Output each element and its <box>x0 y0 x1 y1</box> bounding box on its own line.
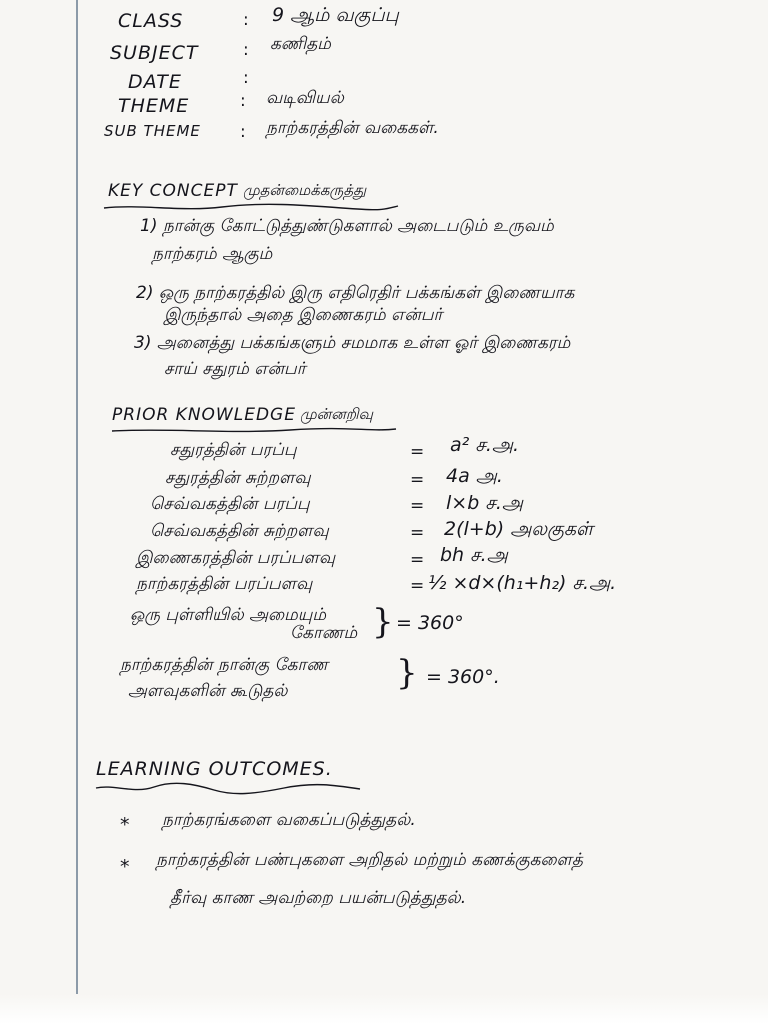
key-concept-underline <box>102 202 402 216</box>
subtheme-label: SUB THEME <box>104 122 201 140</box>
margin-line <box>76 0 78 1000</box>
subject-sep: : <box>243 40 249 60</box>
quad-angle-value: = 360°. <box>426 666 500 688</box>
date-label: DATE <box>128 71 182 93</box>
theme-sep: : <box>240 91 246 111</box>
formula-lhs: செவ்வகத்தின் பரப்பு <box>150 494 310 514</box>
learning-outcomes-heading: LEARNING OUTCOMES. <box>96 758 333 780</box>
date-sep: : <box>243 68 249 88</box>
formula-eq: = <box>410 470 425 490</box>
learning-outcome-text-line2: தீர்வு காண அவற்றை பயன்படுத்துதல். <box>170 888 467 908</box>
angle-point-value: = 360° <box>396 612 464 634</box>
subtheme-sep: : <box>240 122 246 142</box>
formula-rhs: a² ச.அ. <box>450 434 520 456</box>
key-concept-item-3-line2: சாய் சதுரம் என்பர் <box>164 359 306 379</box>
key-concept-item-2-line1: 2) ஒரு நாற்கரத்தில் இரு எதிரெதிர் பக்கங்கள் இணையாக <box>136 283 575 303</box>
formula-lhs: இணைகரத்தின் பரப்பளவு <box>136 548 336 568</box>
formula-rhs: 2(l+b) அலகுகள் <box>444 518 594 540</box>
quad-angle-brace: } <box>396 653 418 693</box>
class-label: CLASS <box>118 10 184 32</box>
formula-eq: = <box>410 550 425 570</box>
formula-eq: = <box>410 442 425 462</box>
angle-point-line1: ஒரு புள்ளியில் அமையும் <box>130 605 327 625</box>
quad-angle-line1: நாற்கரத்தின் நான்கு கோண <box>120 655 329 675</box>
key-concept-heading-tamil: முதன்மைக்கருத்து <box>243 181 367 199</box>
learning-outcome-text: நாற்கரங்களை வகைப்படுத்துதல். <box>162 810 416 830</box>
formula-rhs: ½ ×d×(h₁+h₂) ச.அ. <box>428 572 617 594</box>
learning-outcomes-underline <box>94 782 364 798</box>
learning-outcome-text: நாற்கரத்தின் பண்புகளை அறிதல் மற்றும் கணக்குகளைத் <box>156 850 583 870</box>
key-concept-item-1-line1: 1) நான்கு கோட்டுத்துண்டுகளால் அடைபடும் உருவம் <box>140 216 554 236</box>
prior-knowledge-heading-tamil: முன்னறிவு <box>300 405 374 423</box>
key-concept-item-2-line2: இருந்தால் அதை இணைகரம் என்பர் <box>164 305 443 325</box>
subject-label: SUBJECT <box>110 42 199 64</box>
formula-lhs: செவ்வகத்தின் சுற்றளவு <box>150 521 329 541</box>
prior-knowledge-heading: PRIOR KNOWLEDGE <box>112 405 296 425</box>
formula-rhs: bh ச.அ <box>440 544 508 566</box>
subtheme-value: நாற்கரத்தின் வகைகள். <box>266 118 439 138</box>
formula-lhs: நாற்கரத்தின் பரப்பளவு <box>136 574 313 594</box>
formula-rhs: l×b ச.அ <box>446 492 523 514</box>
key-concept-item-3-line1: 3) அனைத்து பக்கங்களும் சமமாக உள்ள ஓர் இணைகரம் <box>134 333 571 353</box>
angle-point-line2: கோணம் <box>290 623 358 643</box>
formula-lhs: சதுரத்தின் பரப்பு <box>170 440 297 460</box>
class-sep: : <box>243 10 249 30</box>
prior-knowledge-underline <box>110 426 400 438</box>
subject-value: கணிதம் <box>270 34 331 54</box>
formula-rhs: 4a அ. <box>446 465 503 487</box>
quad-angle-line2: அளவுகளின் கூடுதல் <box>128 681 288 701</box>
formula-eq: = <box>410 523 425 543</box>
formula-eq: = <box>410 576 425 596</box>
theme-value: வடிவியல் <box>266 88 344 108</box>
key-concept-heading: KEY CONCEPT <box>108 181 238 201</box>
theme-label: THEME <box>118 95 190 117</box>
class-value: 9 ஆம் வகுப்பு <box>272 4 399 26</box>
formula-eq: = <box>410 496 425 516</box>
key-concept-item-1-line2: நாற்கரம் ஆகும் <box>152 244 273 264</box>
angle-point-brace: } <box>372 602 394 642</box>
bullet-star-icon: * <box>120 856 130 878</box>
bullet-star-icon: * <box>120 814 130 836</box>
formula-lhs: சதுரத்தின் சுற்றளவு <box>165 468 311 488</box>
